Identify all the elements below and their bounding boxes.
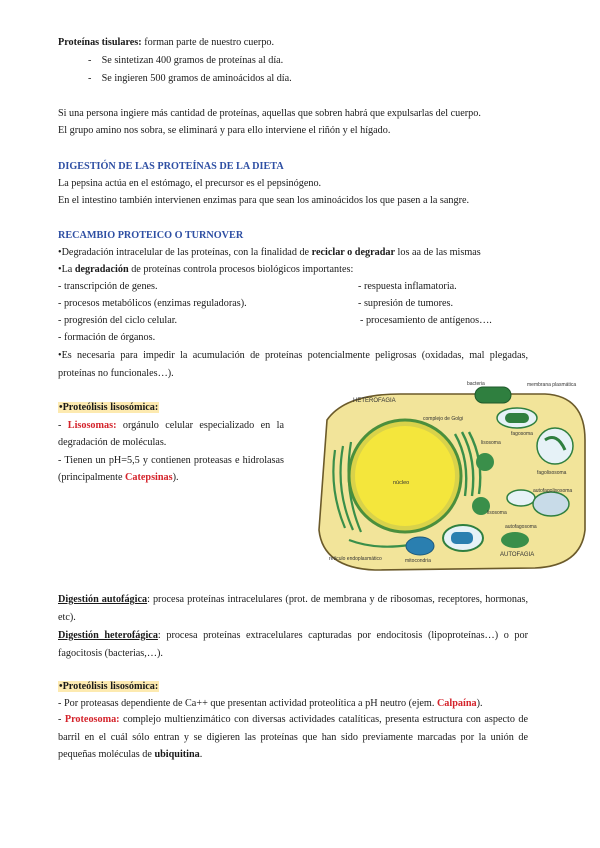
highlighted-title: •Proteólisis lisosómica: [59, 402, 159, 413]
red-term: Catepsinas [125, 472, 173, 483]
list-item: - transcripción de genes. [58, 281, 158, 292]
paragraph [58, 711, 528, 764]
label-membrana: membrana plasmática [527, 382, 577, 388]
mitochondria-shape [507, 490, 535, 506]
highlighted-title: •Proteólisis lisosómica: [59, 681, 159, 692]
bullet-text: Se sintetizan 400 gramos de proteínas al día. [101, 55, 284, 66]
organelle-shape [406, 537, 434, 555]
bullet-item: - Se sintetizan 400 gramos de proteínas al día. [88, 55, 284, 66]
text-run: ). [476, 698, 483, 709]
paragraph [58, 452, 284, 486]
label-fagosoma: fagosoma [511, 431, 533, 437]
paragraph: La pepsina actúa en el estómago, el precursor es el pepsinógeno. [58, 178, 322, 189]
bacteria-shape [475, 387, 511, 403]
lysosome-shape [476, 453, 494, 471]
paragraph: Si una persona ingiere más cantidad de proteínas, aquellas que sobren habrá que expulsarlas del cuerpo. [58, 108, 481, 119]
label-nucleo: núcleo [393, 480, 410, 486]
tisulares-line [58, 36, 274, 50]
paragraph [58, 263, 353, 277]
text-run: los aa de las mismas [395, 247, 481, 258]
text-run: de proteínas controla procesos biológicos importantes: [128, 264, 354, 275]
text-run: - [58, 714, 65, 725]
list-item: - respuesta inflamatoria. [358, 281, 457, 292]
paragraph [58, 591, 528, 626]
text-run: orgánulo celular especializado en la degradación de moléculas. [58, 420, 284, 448]
list-item: - formación de órganos. [58, 332, 156, 343]
label-autofagosoma: autofagosoma [505, 524, 537, 530]
label-golgi: complejo de Golgi [423, 416, 464, 422]
text-run: •Degradación intracelular de las proteínas, con la finalidad de [58, 247, 312, 258]
paragraph [58, 627, 528, 662]
autophagolysosome-shape [533, 492, 569, 516]
label-autofagia: AUTOFAGIA [500, 552, 535, 558]
text-run: - Por proteasas dependiente de Ca++ que presentan actividad proteolítica a pH neutro (ejem. [58, 698, 437, 709]
list-item: - procesos metabólicos (enzimas reguladoras). [58, 298, 247, 309]
label-reticulo: retículo endoplasmático [329, 556, 382, 562]
bullet-item: - Se ingieren 500 gramos de aminoácidos al día. [88, 73, 292, 84]
underlined-term: Digestión autofágica [58, 594, 148, 605]
list-item: - progresión del ciclo celular. [58, 315, 178, 326]
text-run: - Tienen un pH=5,5 y contienen proteasas e hidrolasas (principalmente [58, 455, 284, 483]
cell-diagram [305, 380, 595, 575]
underlined-term: Digestión heterofágica [58, 630, 158, 641]
paragraph: El grupo amino nos sobra, se eliminará y para ello interviene el riñón y el hígado. [58, 125, 391, 136]
tisulares-title: Proteínas tisulares: [58, 37, 142, 48]
section-heading: DIGESTIÓN DE LAS PROTEÍNAS DE LA DIETA [58, 161, 284, 172]
section-heading [58, 680, 159, 694]
organelle-shape [501, 532, 529, 548]
text-run: ). [172, 472, 179, 483]
bold-run: reciclar o degradar [311, 247, 395, 258]
red-term: Calpaína [436, 698, 477, 709]
red-term: Proteosoma: [64, 714, 120, 725]
paragraph [58, 417, 284, 451]
text-run: . [199, 749, 203, 760]
section-heading: RECAMBIO PROTEICO O TURNOVER [58, 230, 244, 241]
label-lisosoma: lisosoma [487, 510, 507, 516]
text-run: complejo multienzimático con diversas actividades catalíticas, presenta estructura con aspecto de barril en el cuál sólo entran y se digieren las proteínas que han sido previamente marcadas por la unión de pequeñas moléculas de [58, 714, 528, 760]
label-heterofagia: HETEROFAGIA [353, 398, 396, 404]
paragraph [58, 246, 481, 260]
label-mitocondria: mitocondria [405, 558, 431, 564]
paragraph: •Es necesaria para impedir la acumulación de proteínas potencialmente peligrosas (oxidadas, mal plegadas, proteínas no funcionales…). [58, 350, 528, 379]
label-autofagolisosoma: autofagolisosoma [533, 488, 573, 494]
paragraph: En el intestino también intervienen enzimas para que sean los aminoácidos los que pasen a la sangre. [58, 195, 470, 206]
text-run: - [58, 420, 68, 431]
label-bacteria: bacteria [467, 381, 485, 387]
label-fagolisosoma: fagolisosoma [537, 470, 567, 476]
label-lisosoma: lisosoma [481, 440, 501, 446]
text-run: : procesa proteínas extracelulares capturadas por endocitosis (lipoproteínas…) o por fagocitosis (bacterias,…). [58, 630, 529, 659]
phagolysosome-shape [537, 428, 573, 464]
text-run: •La [58, 264, 75, 275]
nucleus [355, 426, 455, 526]
red-term: Lisosomas: [67, 420, 117, 431]
section-heading [58, 401, 159, 415]
bold-run: degradación [74, 264, 129, 275]
tisulares-intro: forman parte de nuestro cuerpo. [141, 37, 275, 48]
paragraph [58, 697, 483, 711]
bold-run: ubiquitina [154, 749, 200, 760]
text-run: : procesa proteínas intracelulares (prot. de membrana y de ribosomas, receptores, hormonas, etc). [58, 594, 528, 623]
list-item: - supresión de tumores. [358, 298, 454, 309]
mito-inside [451, 532, 473, 544]
bullet-text: Se ingieren 500 gramos de aminoácidos al día. [101, 73, 292, 84]
bacteria-inside [505, 413, 529, 423]
list-item: - procesamiento de antígenos…. [360, 315, 492, 326]
